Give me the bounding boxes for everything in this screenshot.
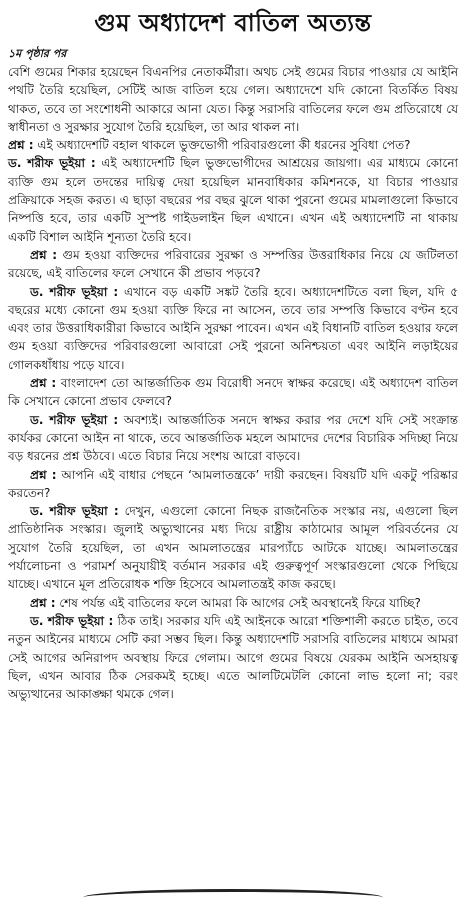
- question-label: প্রশ্ন :: [30, 467, 57, 482]
- answer-paragraph: [8, 411, 458, 466]
- speaker-label: ড. শরীফ ভূইয়া :: [30, 504, 119, 519]
- question-paragraph: [8, 594, 458, 612]
- speaker-label: ড. শরীফ ভূইয়া :: [30, 613, 114, 628]
- article-headline: গুম অধ্যাদেশ বাতিল অত্যন্ত: [94, 9, 372, 37]
- question-text: গুম হওয়া ব্যক্তিদের পরিবারের সুরক্ষা ও সম্পত্তির উত্তরাধিকার নিয়ে যে জটিলতা রয়েছে, এই বাতিলের ফলে সেখানে কী প্রভাব পড়বে?: [8, 247, 458, 281]
- answer-text: এই অধ্যাদেশটি ছিল ভুক্তভোগীদের আশ্রয়ের জায়গা। এর মাধ্যমে কোনো ব্যক্তি গুম হলে তদন্তের দায়িত্ব দেয়া হয়েছিল মানবাধিকার কমিশনকে, যা বিচার পাওয়ার প্রক্রিয়াকে সহজ করত। এ ছাড়া বছরের পর বছর ঝুলে থাকা পুরনো গুমের মামলাগুলো কিভাবে নিষ্পত্তি হবে, তার একটি সুস্পষ্ট গাইডলাইন ছিল এখানে। এখন এই অধ্যাদেশটি না থাকায় একটি বিশাল আইনি শূন্যতা তৈরি হবে।: [8, 156, 458, 244]
- speaker-label: ড. শরীফ ভূইয়া :: [30, 284, 119, 299]
- answer-text: দেখুন, এগুলো কোনো নিছক রাজনৈতিক সংস্কার নয়, এগুলো ছিল প্রাতিষ্ঠানিক সংস্কার। জুলাই অভ্যুত্থানের মধ্য দিয়ে রাষ্ট্রীয় কাঠামোর আমূল পরিবর্তনের যে সুযোগ তৈরি হয়েছিল, তা এখন আমলাতন্ত্রের মারপ্যাঁচে আটকে যাচ্ছে। আমলাতন্ত্রের পর্যালোচনা ও পরামর্শ অনুযায়ীই বর্তমান সরকার এই গুরুত্বপূর্ণ সংস্কারগুলো থেকে পিছিয়ে যাচ্ছে। এখানে মূল প্রতিরোধক শক্তি হিসেবে আমলাতন্ত্রই কাজ করছে।: [8, 504, 458, 592]
- next-headline-fragment: [0, 889, 466, 899]
- question-label: প্রশ্ন :: [8, 138, 34, 153]
- question-text: বাংলাদেশ তো আন্তর্জাতিক গুম বিরোধী সনদে স্বাক্ষর করেছে। এই অধ্যাদেশ বাতিল কি সেখানে কোনো প্রভাব ফেলবে?: [8, 376, 458, 409]
- question-label: প্রশ্ন :: [30, 376, 57, 391]
- question-paragraph: [8, 466, 458, 503]
- question-text: এই অধ্যাদেশটি বহাল থাকলে ভুক্তভোগী পরিবারগুলো কী ধরনের সুবিধা পেত?: [33, 138, 411, 153]
- question-text: আপনি এই বাধার পেছনে ‘আমলাতন্ত্রকে’ দায়ী করছেন। বিষয়টি যদি একটু পরিষ্কার করতেন?: [8, 467, 458, 500]
- answer-text: অবশ্যই। আন্তর্জাতিক সনদে স্বাক্ষর করার পর দেশে যদি সেই সংক্রান্ত কার্যকর কোনো আইন না থাকে, তবে আন্তর্জাতিক মহলে আমাদের দেশের বিচারিক সদিচ্ছা নিয়ে বড় ধরনের প্রশ্ন উঠবে। এতে বিচার নিয়ে সংশয় আরো বাড়বে।: [8, 412, 458, 464]
- question-label: প্রশ্ন :: [30, 595, 56, 610]
- continued-from-label: ১ম পৃষ্ঠার পর: [8, 47, 67, 60]
- paragraph-text: বেশি গুমের শিকার হয়েছেন বিএনপির নেতাকর্মীরা। অথচ সেই গুমের বিচার পাওয়ার যে আইনি পথটি তৈরি হয়েছিল, সেটিই আজ বাতিল হয়ে গেল। অধ্যাদেশে যদি কোনো বিতর্কিত বিষয় থাকত, তবে তা সংশোধনী আকারে আনা যেত। কিন্তু সরাসরি বাতিলের ফলে গুম প্রতিরোধে যে স্বাধীনতা ও সুরক্ষার সুযোগ তৈরি হয়েছিল, তা আর থাকল না।: [8, 65, 458, 134]
- question-label: প্রশ্ন :: [30, 247, 57, 262]
- speaker-label: ড. শরীফ ভূইয়া :: [30, 412, 119, 427]
- article-paragraph: [8, 63, 458, 136]
- answer-text: ঠিক তাই। সরকার যদি এই আইনকে আরো শক্তিশালী করতে চাইত, তবে নতুন আইনের মাধ্যমে সেটি করা সম্ভব ছিল। কিন্তু অধ্যাদেশটি সরাসরি বাতিলের মাধ্যমে আমরা সেই আগের অনিরাপদ অবস্থায় ফিরে গেলাম। আগে গুমের বিষয়ে যেরকম আইনি অসহায়ত্ব ছিল, এখন আবার ঠিক সেরকমই হচ্ছে। এতে আলটিমেটলি কোনো লাভ হলো না; বরং অভ্যুত্থানের আকাঙ্ক্ষা থমকে গেল।: [8, 613, 459, 702]
- answer-paragraph: [8, 283, 458, 374]
- answer-paragraph: [8, 502, 458, 593]
- speaker-label: ড. শরীফ ভূইয়া :: [8, 156, 96, 171]
- question-paragraph: [8, 136, 458, 154]
- answer-paragraph: [8, 154, 458, 245]
- cropped-heading-stroke: [83, 889, 383, 899]
- question-paragraph: [8, 374, 458, 411]
- question-paragraph: [8, 246, 458, 283]
- answer-text: এখানে বড় একটি সঙ্কট তৈরি হবে। অধ্যাদেশটিতে বলা ছিল, যদি ৫ বছরের মধ্যে কোনো গুম হওয়া ব্যক্তি ফিরে না আসেন, তবে তার সম্পত্তি কিভাবে বণ্টন হবে এবং তার উত্তরাধিকারীরা কিভাবে আইনি সুরক্ষা পাবেন। এখন এই বিধানটি বাতিল হওয়ার ফলে গুম হওয়া ব্যক্তিদের পরিবারগুলো আবারো সেই পুরনো অনিশ্চয়তা এবং আইনি লড়াইয়ের গোলকধাঁধায় পড়ে যাবে।: [8, 284, 459, 372]
- answer-paragraph: [8, 612, 458, 703]
- question-text: শেষ পর্যন্ত এই বাতিলের ফলে আমরা কি আগের সেই অবস্থানেই ফিরে যাচ্ছি?: [55, 595, 421, 610]
